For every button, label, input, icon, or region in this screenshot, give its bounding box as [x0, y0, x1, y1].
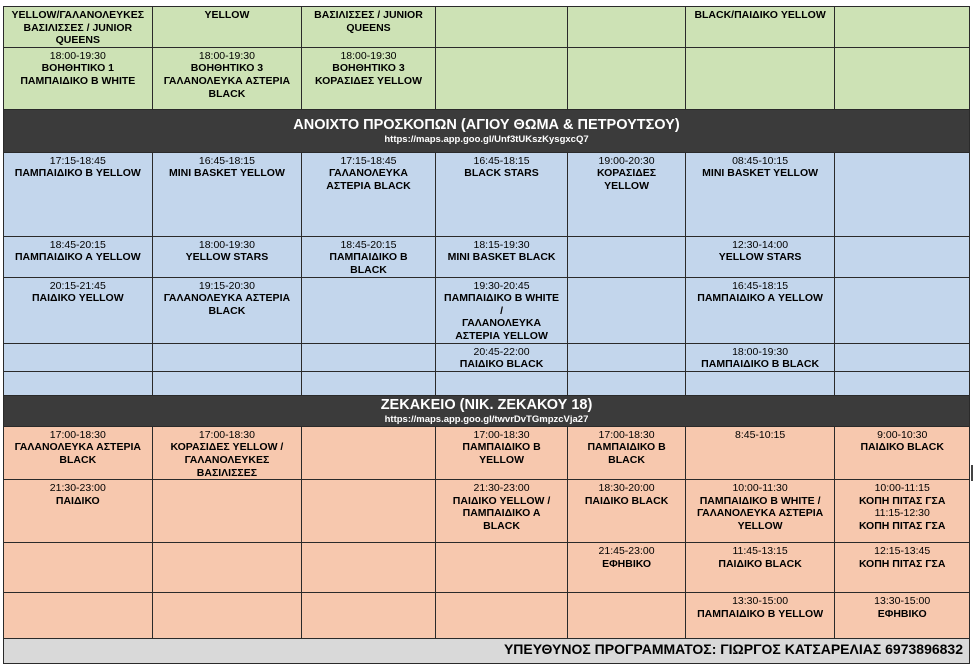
time-slot: 08:45-10:15 [732, 154, 789, 167]
cell[interactable] [568, 277, 685, 343]
time-slot: 13:30-15:00 [732, 595, 789, 608]
cell[interactable] [302, 47, 436, 109]
team-name: ΑΣΤΕΡΙΑ YELLOW [455, 329, 548, 342]
cell[interactable] [152, 371, 302, 395]
time-slot: 17:00-18:30 [198, 428, 255, 441]
cell[interactable] [835, 343, 970, 371]
cell[interactable] [835, 7, 970, 48]
team-name: ΠΑΜΠΑΙΔΙΚΟ Β BLACK [701, 358, 820, 371]
cell[interactable] [435, 343, 568, 371]
cell[interactable] [835, 236, 970, 277]
cell[interactable] [4, 152, 153, 236]
cell[interactable] [152, 480, 302, 543]
venue-map-link[interactable]: https://maps.app.goo.gl/twvrDvTGmpzcVja27 [384, 413, 589, 425]
time-slot: 11:45-13:15 [732, 545, 788, 558]
footer-contact: ΥΠΕΥΘΥΝΟΣ ΠΡΟΓΡΑΜΜΑΤΟΣ: ΓΙΩΡΓΟΣ ΚΑΤΣΑΡΕΛΙΑΣ 6973896832 [503, 641, 963, 657]
time-slot: 21:30-23:00 [49, 482, 106, 495]
time-slot: 18:15-19:30 [473, 238, 530, 251]
cell[interactable] [4, 7, 153, 48]
cell[interactable] [685, 343, 835, 371]
cell[interactable] [435, 371, 568, 395]
team-name: ΠΑΜΠΑΙΔΙΚΟ Α [462, 507, 541, 520]
cell[interactable] [152, 152, 302, 236]
team-name: BLACK [608, 453, 645, 466]
team-name: ΒΟΗΘΗΤΙΚΟ 3 [332, 62, 405, 75]
time-slot: 19:30-20:45 [473, 279, 530, 292]
time-slot: 17:15-18:45 [49, 154, 106, 167]
team-name: MINI BASKET YELLOW [702, 167, 819, 180]
time-slot: 18:00-19:30 [732, 345, 789, 358]
team-name: ΓΑΛΑΝΟΛΕΥΚΑ [462, 317, 542, 330]
cell[interactable] [152, 543, 302, 593]
cell[interactable] [152, 343, 302, 371]
cell[interactable] [568, 371, 685, 395]
time-slot: 18:45-20:15 [340, 238, 397, 251]
cell[interactable] [568, 426, 685, 479]
team-name: ΠΑΙΔΙΚΟ YELLOW / [452, 494, 551, 507]
cell[interactable] [568, 47, 685, 109]
cell[interactable] [4, 277, 153, 343]
cell[interactable] [568, 236, 685, 277]
time-slot: 18:30-20:00 [598, 482, 655, 495]
time-slot: 16:45-18:15 [198, 154, 255, 167]
team-name: ΠΑΜΠΑΙΔΙΚΟ Β WHITE [444, 292, 560, 305]
cell[interactable] [302, 480, 436, 543]
cell[interactable] [435, 426, 568, 479]
cell[interactable] [152, 7, 302, 48]
team-name: ΠΑΙΔΙΚΟ YELLOW [31, 292, 124, 305]
team-name: ΠΑΙΔΙΚΟ BLACK [584, 494, 669, 507]
team-name: ΚΟΠΗ ΠΙΤΑΣ ΓΣΑ [858, 519, 946, 532]
team-name: ΓΑΛΑΝΟΛΕΥΚΑ [329, 167, 408, 180]
cell[interactable] [835, 543, 970, 593]
time-slot: 20:45-22:00 [473, 345, 530, 358]
cell[interactable] [835, 426, 970, 479]
time-slot: 13:30-15:00 [874, 595, 931, 608]
team-name: ΠΑΜΠΑΙΔΙΚΟ Β WHITE [20, 74, 136, 87]
cell[interactable] [685, 371, 835, 395]
team-name: YELLOW STARS [185, 251, 269, 264]
cell[interactable] [835, 47, 970, 109]
time-slot: 17:00-18:30 [473, 428, 530, 441]
team-name: ΓΑΛΑΝΟΛΕΥΚΑ ΑΣΤΕΡΙΑ [14, 441, 141, 454]
team-name: BLACK STARS [464, 167, 539, 180]
cell[interactable] [302, 371, 436, 395]
team-name: ΕΦΗΒΙΚΟ [602, 557, 652, 570]
time-slot: 11:15-12:30 [874, 507, 930, 520]
cell[interactable] [302, 543, 436, 593]
team-name: YELLOW STARS [718, 251, 802, 264]
cell[interactable] [4, 480, 153, 543]
time-slot: 17:15-18:45 [340, 154, 397, 167]
cell[interactable] [302, 277, 436, 343]
cell[interactable] [435, 47, 568, 109]
cell[interactable] [835, 152, 970, 236]
cell[interactable] [685, 236, 835, 277]
team-name: ΠΑΜΠΑΙΔΙΚΟ Β [329, 251, 408, 264]
team-name: ΓΑΛΑΝΟΛΕΥΚΑ ΑΣΤΕΡΙΑ [696, 507, 824, 520]
team-name: ΕΦΗΒΙΚΟ [877, 607, 927, 620]
cell[interactable] [568, 343, 685, 371]
team-name: YELLOW [479, 453, 524, 466]
team-name: ΠΑΙΔΙΚΟ BLACK [718, 557, 802, 570]
cell[interactable] [685, 47, 835, 109]
team-name: ΠΑΜΠΑΙΔΙΚΟ Β WHITE / [699, 494, 821, 507]
team-name: ΓΑΛΑΝΟΛΕΥΚΑ ΑΣΤΕΡΙΑ [163, 292, 291, 305]
team-name: ΑΣΤΕΡΙΑ BLACK [326, 179, 411, 192]
cell[interactable] [4, 426, 153, 479]
team-name: QUEENS [55, 34, 100, 47]
schedule-table [3, 6, 970, 654]
cell[interactable] [435, 277, 568, 343]
team-name: BLACK [208, 87, 246, 100]
cell[interactable] [4, 47, 153, 109]
team-name: MINI BASKET YELLOW [168, 167, 285, 180]
team-name: ΚΟΡΑΣΙΔΕΣ [596, 167, 657, 180]
team-name: / [500, 304, 503, 317]
team-name: ΠΑΜΠΑΙΔΙΚΟ Β YELLOW [14, 167, 141, 180]
cell[interactable] [568, 480, 685, 543]
team-name: ΚΟΠΗ ΠΙΤΑΣ ΓΣΑ [858, 494, 946, 507]
team-name: BLACK [208, 304, 246, 317]
time-slot: 12:15-13:45 [874, 545, 931, 558]
time-slot: 19:00-20:30 [598, 154, 655, 167]
team-name: MINI BASKET BLACK [447, 251, 556, 264]
time-slot: 17:00-18:30 [598, 428, 655, 441]
team-name: ΠΑΙΔΙΚΟ BLACK [860, 441, 944, 454]
cell[interactable] [152, 426, 302, 479]
cell[interactable] [4, 543, 153, 593]
team-name: ΒΟΗΘΗΤΙΚΟ 1 [41, 62, 115, 75]
team-name: ΒΑΣΙΛΙΣΣΕΣ [196, 466, 258, 479]
cell[interactable] [302, 152, 436, 236]
cell[interactable] [302, 343, 436, 371]
team-name: BLACK [483, 519, 520, 532]
cell[interactable] [435, 236, 568, 277]
team-name: ΠΑΙΔΙΚΟ BLACK [459, 358, 544, 371]
cell[interactable] [4, 371, 153, 395]
time-slot: 18:00-19:30 [198, 49, 255, 62]
venue-title: ΖΕΚΑΚΕΙΟ (ΝΙΚ. ΖΕΚΑΚΟΥ 18) [380, 396, 593, 413]
cell[interactable] [685, 480, 835, 543]
cell[interactable] [685, 426, 835, 479]
cell[interactable] [435, 152, 568, 236]
time-slot: 18:00-19:30 [340, 49, 397, 62]
team-name: YELLOW [604, 179, 650, 192]
cell[interactable] [435, 480, 568, 543]
team-name: QUEENS [346, 21, 391, 34]
time-slot: 21:45-23:00 [598, 545, 655, 558]
team-name: ΠΑΜΠΑΙΔΙΚΟ Α YELLOW [14, 251, 141, 264]
team-name: ΒΟΗΘΗΤΙΚΟ 3 [190, 62, 264, 75]
time-slot: 16:45-18:15 [732, 279, 789, 292]
team-name: ΚΟΡΑΣΙΔΕΣ YELLOW / [170, 441, 284, 454]
cell[interactable] [152, 236, 302, 277]
cell[interactable] [302, 426, 436, 479]
team-name: ΠΑΜΠΑΙΔΙΚΟ Β [587, 441, 666, 454]
team-name: ΓΑΛΑΝΟΛΕΥΚΑ ΑΣΤΕΡΙΑ [163, 74, 291, 87]
time-slot: 21:30-23:00 [473, 482, 530, 495]
cell[interactable] [302, 236, 436, 277]
cell[interactable] [568, 7, 685, 48]
time-slot: 8:45-10:15 [734, 428, 786, 441]
team-name: BLACK [350, 263, 387, 276]
time-slot: 12:30-14:00 [732, 238, 789, 251]
team-name: ΠΑΜΠΑΙΔΙΚΟ Β [462, 441, 541, 454]
team-name: BLACK [59, 453, 97, 466]
time-slot: 18:00-19:30 [198, 238, 255, 251]
cell[interactable] [835, 480, 970, 543]
cell[interactable] [685, 543, 835, 593]
time-slot: 16:45-18:15 [473, 154, 530, 167]
venue-map-link[interactable]: https://maps.app.goo.gl/Unf3tUKszKysgxcQ7 [384, 133, 589, 145]
cell[interactable] [835, 371, 970, 395]
time-slot: 18:00-19:30 [49, 49, 106, 62]
scroll-indicator[interactable] [971, 465, 973, 481]
time-slot: 20:15-21:45 [49, 279, 106, 292]
team-name: ΒΑΣΙΛΙΣΣΕΣ / JUNIOR [314, 9, 423, 21]
team-name: ΠΑΜΠΑΙΔΙΚΟ Β YELLOW [697, 607, 824, 620]
time-slot: 9:00-10:30 [877, 428, 928, 441]
cell[interactable] [685, 152, 835, 236]
venue-header [4, 395, 970, 426]
cell[interactable] [435, 543, 568, 593]
venue-title: ΑΝΟΙΧΤΟ ΠΡΟΣΚΟΠΩΝ (ΑΓΙΟΥ ΘΩΜΑ & ΠΕΤΡΟΥΤΣΟΥ) [293, 116, 680, 133]
cell[interactable] [835, 277, 970, 343]
cell[interactable] [302, 7, 436, 48]
team-name: BLACK/ΠΑΙΔΙΚΟ YELLOW [694, 9, 826, 21]
cell[interactable] [685, 277, 835, 343]
cell[interactable] [568, 543, 685, 593]
cell[interactable] [435, 7, 568, 48]
team-name: ΠΑΙΔΙΚΟ [55, 494, 100, 507]
team-name: ΚΟΠΗ ΠΙΤΑΣ ΓΣΑ [858, 557, 946, 570]
team-name: YELLOW/ΓΑΛΑΝΟΛΕΥΚΕΣ [11, 9, 145, 21]
cell[interactable] [685, 7, 835, 48]
team-name: ΠΑΜΠΑΙΔΙΚΟ Α YELLOW [697, 292, 823, 305]
time-slot: 19:15-20:30 [198, 279, 255, 292]
cell[interactable] [4, 343, 153, 371]
cell[interactable] [152, 277, 302, 343]
cell[interactable] [152, 47, 302, 109]
time-slot: 17:00-18:30 [49, 428, 106, 441]
team-name: ΚΟΡΑΣΙΔΕΣ YELLOW [315, 74, 422, 87]
time-slot: 10:00-11:15 [874, 482, 930, 495]
time-slot: 18:45-20:15 [49, 238, 106, 251]
cell[interactable] [568, 152, 685, 236]
cell[interactable] [4, 236, 153, 277]
team-name: ΒΑΣΙΛΙΣΣΕΣ / JUNIOR [23, 21, 133, 34]
time-slot: 10:00-11:30 [732, 482, 788, 495]
venue-header [4, 109, 970, 152]
team-name: YELLOW [737, 519, 783, 532]
team-name: ΓΑΛΑΝΟΛΕΥΚΕΣ [184, 453, 270, 466]
team-name: YELLOW [204, 9, 250, 21]
footer-bar [3, 638, 970, 664]
